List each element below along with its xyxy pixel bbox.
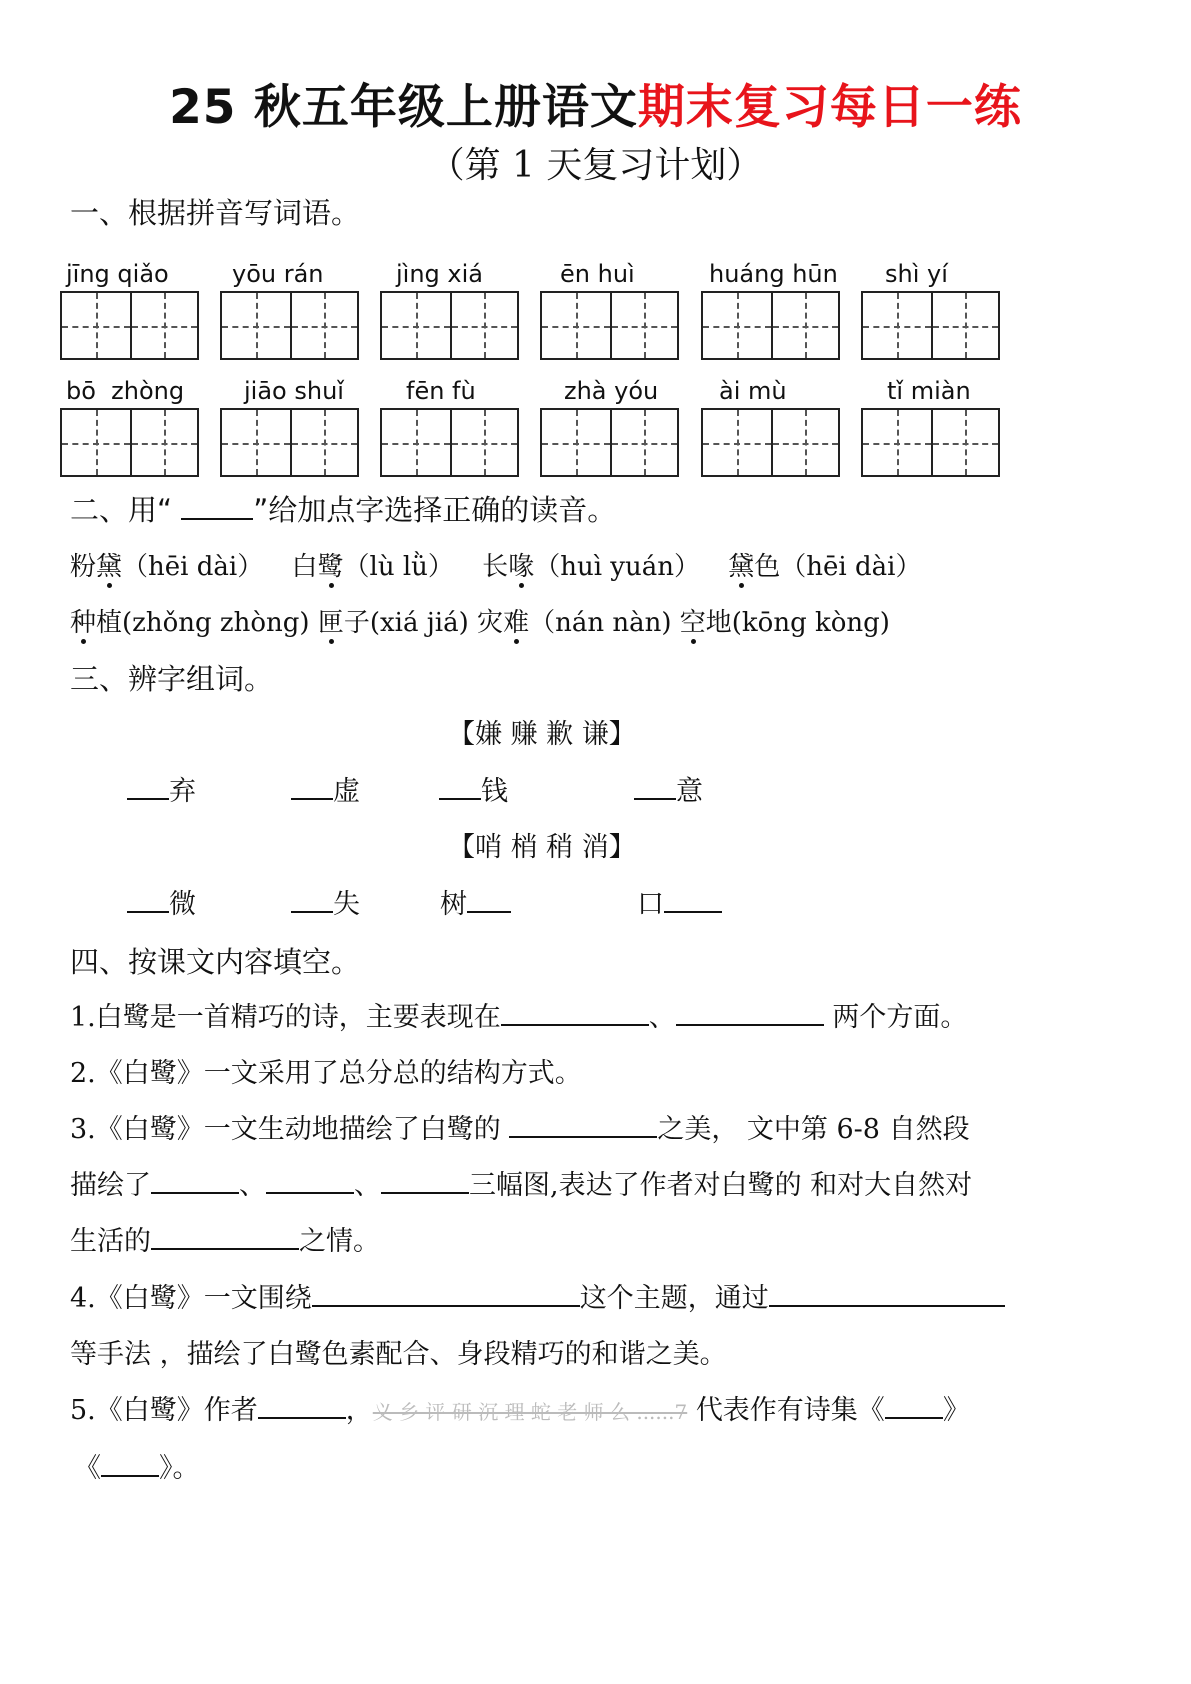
pinyin-label: jīng qiǎo	[66, 260, 169, 288]
writing-grid[interactable]	[701, 291, 840, 360]
word-blank-item[interactable]: 失	[291, 885, 360, 925]
writing-grid[interactable]	[540, 408, 679, 477]
answer-blank[interactable]	[676, 1000, 824, 1026]
reading-item[interactable]: 灾难（nán nàn)	[477, 608, 672, 638]
heading-text: 二、用“	[70, 493, 173, 527]
question-5-line-2: 《 》。	[74, 1453, 200, 1484]
page-subtitle: （第 1 天复习计划）	[428, 145, 763, 186]
section1-heading: 一、根据拼音写词语。	[70, 196, 361, 230]
answer-blank[interactable]	[312, 1281, 580, 1307]
word-blank-item[interactable]: 意	[634, 772, 703, 812]
pinyin-item	[380, 376, 519, 477]
pinyin-item	[701, 259, 840, 360]
word-blank-item[interactable]: 虚	[291, 772, 360, 812]
reading-line-1	[70, 547, 921, 587]
question-1: 1.白鹭是一首精巧的诗，主要表现在 、 两个方面。	[70, 1002, 968, 1033]
pinyin-item	[220, 376, 359, 477]
title-red-part: 期末复习每日一练	[637, 80, 1022, 135]
faded-watermark-text: 义 乡 评 研 沉 理 蛇 老 师 么 ......7	[372, 1400, 688, 1424]
answer-blank[interactable]	[151, 1168, 239, 1194]
word-blank-item[interactable]: 树	[440, 885, 511, 925]
question-4-line-2: 等手法 ，描绘了白鹭色素配合、身段精巧的和谐之美。	[70, 1339, 727, 1370]
writing-grid[interactable]	[701, 408, 840, 477]
reading-item[interactable]: 长喙（huì yuán）	[482, 552, 700, 582]
answer-blank[interactable]	[266, 1168, 354, 1194]
question-4-line-1: 4.《白鹭》一文围绕 这个主题，通过	[70, 1279, 1005, 1319]
pinyin-label: bō zhòng	[66, 377, 185, 405]
writing-grid[interactable]	[60, 291, 199, 360]
answer-blank[interactable]	[101, 1451, 159, 1477]
answer-blank[interactable]	[258, 1393, 346, 1419]
pinyin-item	[540, 259, 679, 360]
pinyin-label: jìng xiá	[396, 260, 483, 288]
question-3-line-3: 生活的 之情。	[70, 1226, 380, 1257]
answer-blank[interactable]	[151, 1224, 299, 1250]
writing-grid[interactable]	[861, 291, 1000, 360]
word-blank-item[interactable]: 弃	[127, 772, 196, 812]
pinyin-label: ài mù	[719, 377, 787, 405]
reading-item[interactable]: 空地(kōng kòng)	[679, 608, 890, 638]
answer-blank[interactable]	[501, 1000, 649, 1026]
reading-item[interactable]: 粉黛（hēi dài）	[70, 552, 264, 582]
char-group-2: 【哨 梢 稍 消】	[448, 832, 636, 863]
word-blank-item[interactable]: 钱	[439, 772, 508, 812]
reading-item[interactable]: 白鹭（lù lǜ）	[291, 552, 454, 582]
word-blank-item[interactable]: 微	[127, 885, 196, 925]
question-3-line-2: 描绘了 、 、 三幅图,表达了作者对白鹭的 和对大自然对	[70, 1170, 973, 1201]
pinyin-item	[861, 376, 1000, 477]
word-blank-item[interactable]: 口	[637, 885, 722, 925]
pinyin-item	[220, 259, 359, 360]
pinyin-label: huáng hūn	[709, 260, 838, 288]
writing-grid[interactable]	[380, 408, 519, 477]
writing-grid[interactable]	[861, 408, 1000, 477]
pinyin-label: ēn huì	[560, 260, 635, 288]
section2-heading	[70, 490, 616, 530]
pinyin-item	[861, 259, 1000, 360]
pinyin-item	[701, 376, 840, 477]
reading-item[interactable]: 种植(zhǒng zhòng)	[70, 608, 310, 638]
page-title	[0, 78, 1191, 138]
pinyin-item	[540, 376, 679, 477]
underline-sample	[181, 498, 253, 520]
pinyin-item	[60, 259, 199, 360]
answer-blank[interactable]	[509, 1112, 657, 1138]
char-group-1: 【嫌 赚 歉 谦】	[448, 719, 636, 750]
answer-blank[interactable]	[381, 1168, 469, 1194]
pinyin-label: tǐ miàn	[887, 377, 971, 405]
answer-blank[interactable]	[885, 1393, 943, 1419]
section3-heading: 三、辨字组词。	[70, 662, 274, 696]
writing-grid[interactable]	[380, 291, 519, 360]
heading-text: ”给加点字选择正确的读音。	[253, 493, 617, 527]
pinyin-item	[380, 259, 519, 360]
pinyin-label: zhà yóu	[564, 377, 659, 405]
reading-line-2	[70, 603, 890, 643]
writing-grid[interactable]	[220, 291, 359, 360]
answer-blank[interactable]	[769, 1281, 1005, 1307]
section4-heading: 四、按课文内容填空。	[70, 945, 361, 979]
pinyin-label: jiāo shuǐ	[244, 377, 344, 405]
writing-grid[interactable]	[220, 408, 359, 477]
pinyin-label: yōu rán	[232, 260, 324, 288]
writing-grid[interactable]	[60, 408, 199, 477]
question-2: 2.《白鹭》一文采用了总分总的结构方式。	[70, 1058, 582, 1089]
question-3-line-1: 3.《白鹭》一文生动地描绘了白鹭的 之美， 文中第 6-8 自然段	[70, 1114, 970, 1145]
pinyin-label: shì yí	[885, 260, 948, 288]
reading-item[interactable]: 黛色（hēi dài）	[728, 552, 922, 582]
pinyin-label: fēn fù	[406, 377, 476, 405]
pinyin-item	[60, 376, 199, 477]
writing-grid[interactable]	[540, 291, 679, 360]
reading-item[interactable]: 匣子(xiá jiá)	[317, 608, 469, 638]
question-5-line-1: 5.《白鹭》作者 ，义 乡 评 研 沉 理 蛇 老 师 么 ......7 代表作有诗集《 》	[70, 1395, 970, 1426]
title-black-part: 25 秋五年级上册语文	[169, 80, 638, 135]
